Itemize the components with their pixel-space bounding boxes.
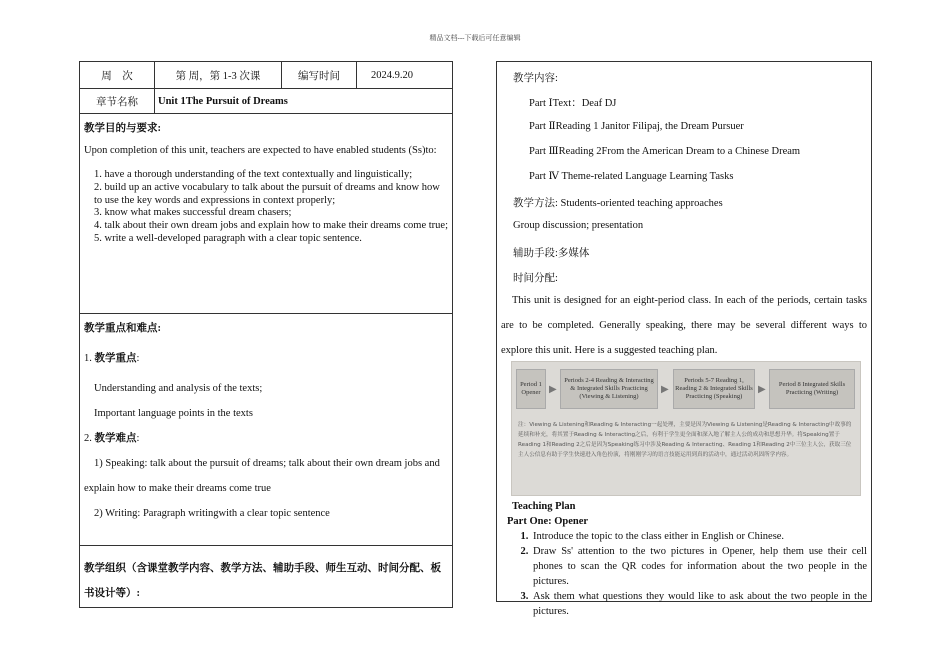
teaching-content-panel (496, 61, 872, 617)
arrow-icon: ▶ (549, 384, 557, 395)
objectives-section (80, 114, 452, 314)
list-item: 3. Ask them what questions they would like to ask about the two people in the pictures. (531, 589, 867, 619)
chapter-value: Unit 1The Pursuit of Dreams (158, 95, 288, 107)
objectives-heading: 教学目的与要求: (84, 123, 161, 134)
teaching-aids: 辅助手段:多媒体 (513, 248, 590, 259)
objectives-list (94, 169, 448, 246)
key-point-2: Important language points in the texts (94, 408, 253, 419)
key-points-colon: : (136, 353, 140, 364)
opener-steps (501, 529, 867, 619)
periods-2-4-box: Periods 2-4 Reading & Interacting & Integrated Skills Practicing (Viewing & Listening) (560, 369, 658, 409)
list-item: 2. build up an active vocabulary to talk about the pursuit of dreams and know how to use the key words and expressions in context properly; (94, 181, 440, 206)
focus-heading: 教学重点和难点: (84, 323, 161, 334)
difficult-points-label: 教学难点 (94, 433, 137, 444)
difficult-points-number: 2. (84, 433, 92, 444)
date-value: 2024.9.20 (371, 69, 413, 81)
diagram-note: 注：Viewing & Listening和Reading & Interacting一起处理，主要是因为Viewing & Listening是Reading & Interacting中故事的延续和补充，将其置于Reading & Interacting之后，有利于学生更全面和深入地了解主人公的成功和思想升华。将Speaking置于Reading 1和Reading 2之后是因为Speaking练习中涉及Reading & Interacting、Reading 1和Reading 2中三位主人公，获取三位主人公信息有助于学生快速进入角色扮演，将刚刚学习的语言技能运用到真的活动中，通过活动巩固所学内容。 (518, 422, 852, 458)
arrow-icon: ▶ (758, 384, 766, 395)
teaching-method-2: Group discussion; presentation (513, 220, 644, 231)
time-allocation-label: 时间分配: (513, 273, 558, 284)
week-label: 周 次 (80, 62, 155, 88)
teaching-plan-diagram (511, 361, 861, 496)
difficult-point-2: 2) Writing: Paragraph writingwith a clear topic sentence (94, 508, 330, 519)
key-points-heading (84, 352, 448, 366)
chapter-label: 章节名称 (80, 89, 155, 113)
key-point-1: Understanding and analysis of the texts; (94, 383, 263, 394)
list-item: 1. Introduce the topic to the class either in English or Chinese. (531, 529, 867, 544)
list-item: 1. have a thorough understanding of the text contextually and linguistically; (94, 169, 413, 180)
difficult-points-colon: : (136, 433, 140, 444)
periods-5-7-box: Periods 5-7 Reading 1, Reading 2 & Integrated Skills Practicing (Speaking) (673, 369, 755, 409)
part-one-heading: Part One: Opener (507, 516, 589, 527)
difficult-points-heading (84, 426, 448, 451)
objectives-intro: Upon completion of this unit, teachers are expected to have enabled students (Ss)to: (84, 145, 437, 156)
content-label: 教学内容: (513, 73, 558, 84)
teaching-plan-title: Teaching Plan (512, 501, 576, 512)
period-1-box: Period 1 Opener (516, 369, 546, 409)
part-3: Part ⅢReading 2From the American Dream to a Chinese Dream (529, 146, 801, 157)
part-2: Part ⅡReading 1 Janitor Filipaj, the Dream Pursuer (529, 121, 744, 132)
list-item: 2. Draw Ss' attention to the two pictures in Opener, help them use their cell phones to scan the QR codes for information about the two people in the pictures. (531, 544, 867, 589)
chapter-row (80, 89, 452, 114)
key-points-label: 教学重点 (94, 353, 137, 364)
difficult-point-1: 1) Speaking: talk about the pursuit of dreams; talk about their own dream jobs and explain how to make their dreams come true (84, 458, 440, 494)
organization-section (80, 546, 452, 607)
organization-heading: 教学组织（含课堂教学内容、教学方法、辅助手段、师生互动、时间分配、板书设计等）: (84, 563, 441, 599)
list-item: 4. talk about their own dream jobs and explain how to make their dreams come true; (94, 220, 448, 232)
part-4: Part Ⅳ Theme-related Language Learning Tasks (529, 171, 734, 182)
week-row (80, 62, 452, 89)
focus-section (80, 314, 452, 546)
date-label: 编写时间 (282, 62, 357, 88)
key-points-number: 1. (84, 353, 92, 364)
list-item: 3. know what makes successful dream chasers; (94, 207, 292, 219)
page-header-note: 精品文档---下载后可任意编辑 (429, 34, 521, 42)
part-1: Part ⅠText：Deaf DJ (529, 98, 617, 109)
arrow-icon: ▶ (661, 384, 669, 395)
list-item: 5. write a well-developed paragraph with a clear topic sentence. (94, 232, 362, 244)
teaching-plan (501, 500, 867, 619)
teaching-method: 教学方法: Students-oriented teaching approaches (513, 198, 723, 209)
lesson-info-table (79, 61, 453, 608)
time-allocation-paragraph: This unit is designed for an eight-period class. In each of the periods, certain tasks are to be completed. Generally speaking, there may be several different ways to explore this unit. Here is a suggested teaching plan. (501, 295, 867, 356)
period-8-box: Period 8 Integrated Skills Practicing (Writing) (769, 369, 855, 409)
week-value: 第 周，第 1-3 次课 (155, 62, 282, 88)
